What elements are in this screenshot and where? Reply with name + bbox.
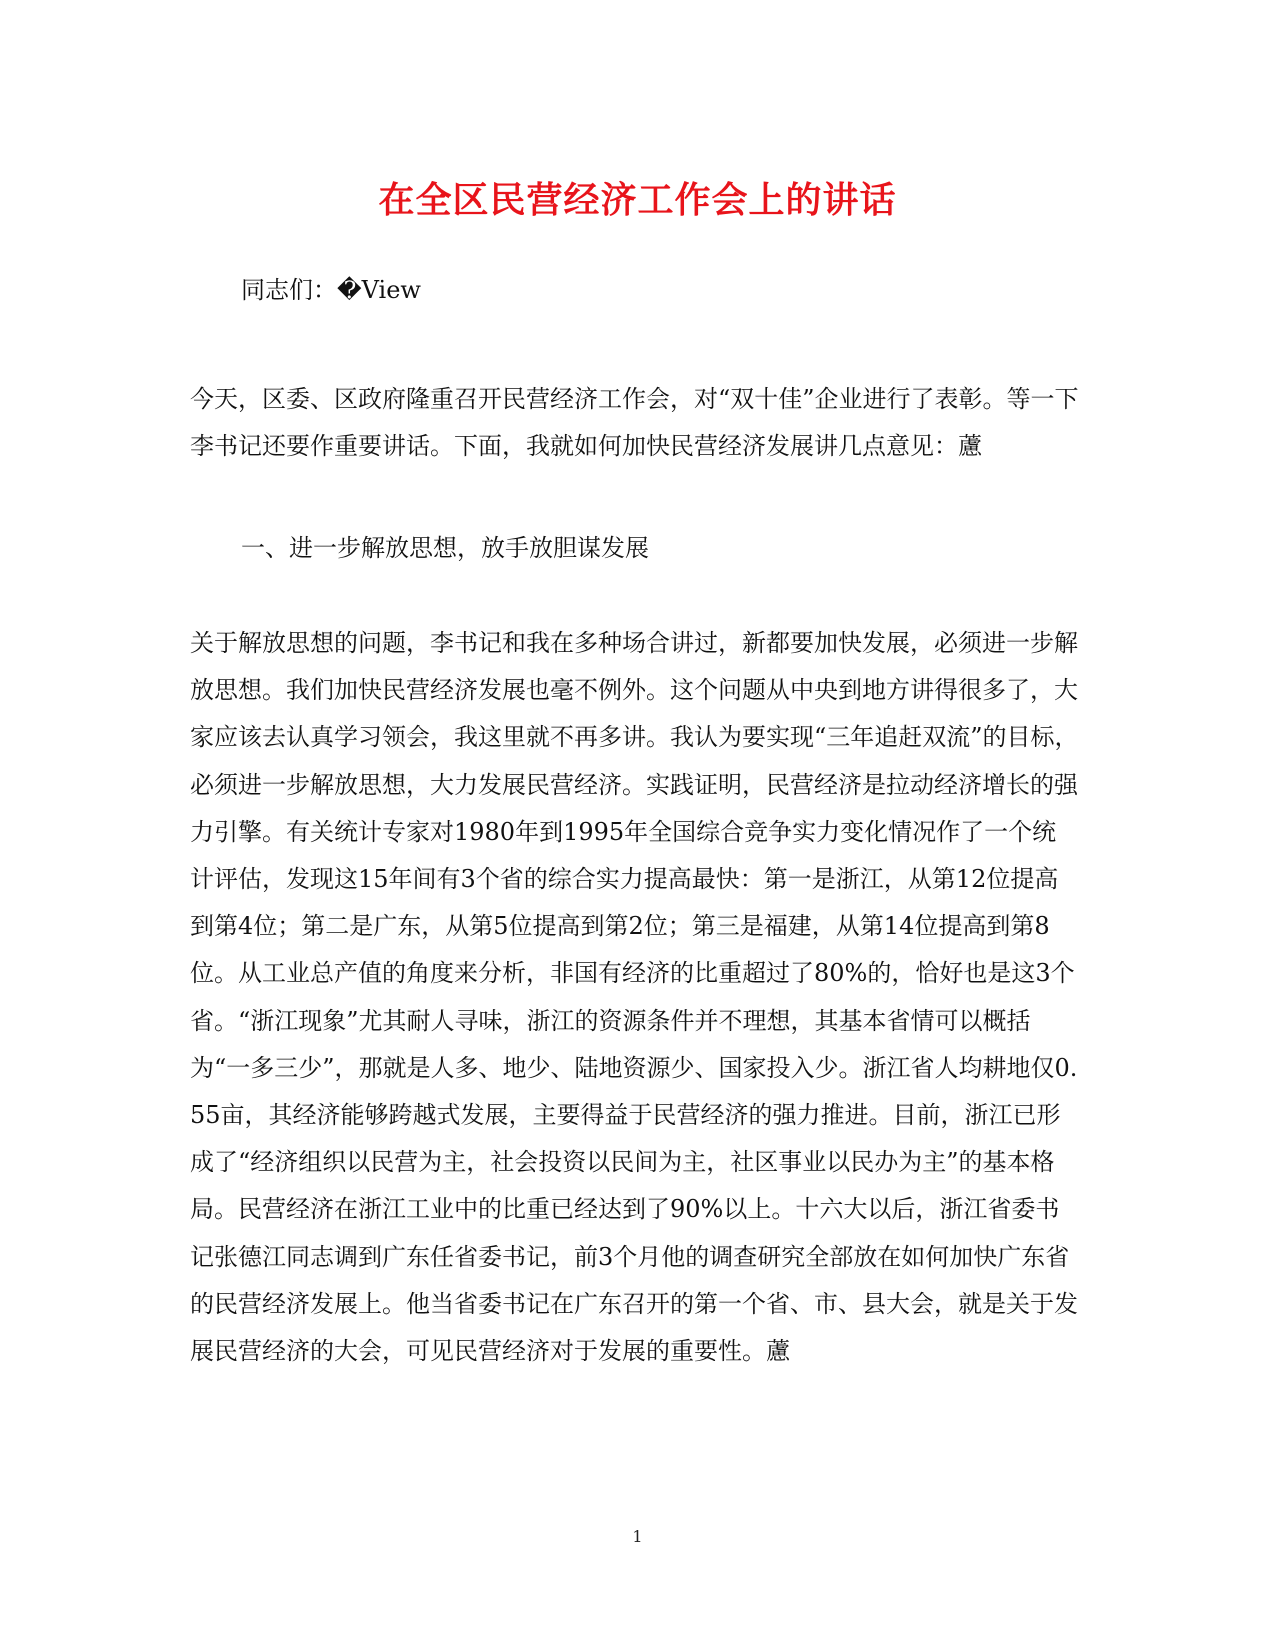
page-number: 1 <box>632 1527 643 1546</box>
salutation: 同志们：�View <box>241 276 421 304</box>
paragraph-body: 关于解放思想的问题，李书记和我在多种场合讲过，新都要加快发展，必须进一步解放思想。我们加快民营经济发展也毫不例外。这个问题从中央到地方讲得很多了，大家应该去认真学习领会，我这里就不再多讲。我认为要实现“三年追赶双流”的目标，必须进一步解放思想，大力发展民营经济。实践证明，民营经济是拉动经济增长的强力引擎。有关统计专家对1980年到1995年全国综合竞争实力变化情况作了一个统计评估，发现这15年间有3个省的综合实力提高最快：第一是浙江，从第12位提高到第4位；第二是广东，从第5位提高到第2位；第三是福建，从第14位提高到第8位。从工业总产值的角度来分析，非国有经济的比重超过了80%的，恰好也是这3个省。“浙江现象”尤其耐人寻味，浙江的资源条件并不理想，其基本省情可以概括为“一多三少”，那就是人多、地少、陆地资源少、国家投入少。浙江省人均耕地仅0.55亩，其经济能够跨越式发展，主要得益于民营经济的强力推进。目前，浙江已形成了“经济组织以民营为主，社会投资以民间为主，社区事业以民办为主”的基本格局。民营经济在浙江工业中的比重已经达到了90%以上。十六大以后，浙江省委书记张德江同志调到广东任省委书记，前3个月他的调查研究全部放在如何加快广东省的民营经济发展上。他当省委书记在广东召开的第一个省、市、县大会，就是关于发展民营经济的大会，可见民营经济对于发展的重要性。藘 <box>190 629 1079 1366</box>
section-heading: 一、进一步解放思想，放手放胆谋发展 <box>241 534 649 562</box>
paragraph-intro: 今天，区委、区政府隆重召开民营经济工作会，对“双十佳”企业进行了表彰。等一下李书记还要作重要讲话。下面，我就如何加快民营经济发展讲几点意见：藘 <box>190 385 1079 460</box>
page-title: 在全区民营经济工作会上的讲话 <box>378 179 897 221</box>
